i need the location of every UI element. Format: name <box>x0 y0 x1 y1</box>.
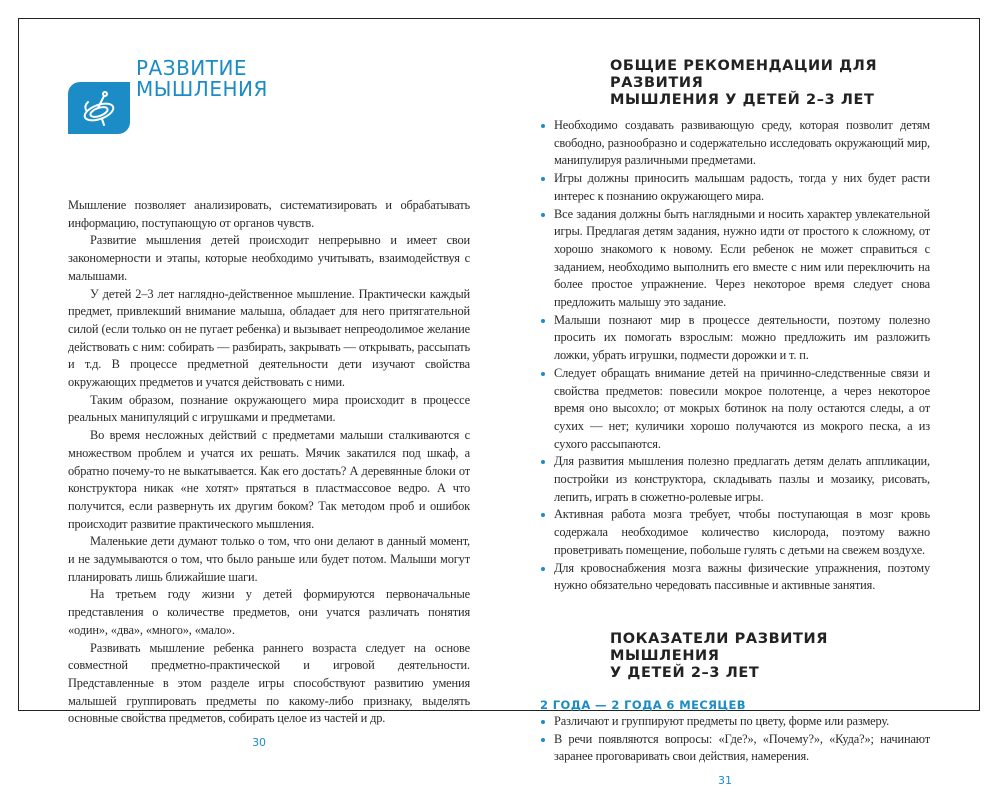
paragraph: Маленькие дети думают только о том, что они делают в данный момент, и не задумываются о том, что было раньше или будет потом. Малыши могут планировать лишь ближайшие шаги. <box>68 534 470 584</box>
bullet-icon <box>541 213 545 217</box>
heading-line: ОБЩИЕ РЕКОМЕНДАЦИИ ДЛЯ РАЗВИТИЯ <box>610 58 878 91</box>
list-item-text: В речи появляются вопросы: «Где?», «Почему?», «Куда?»; начинают заранее проговаривать свои действия, намерения. <box>554 731 930 764</box>
list-item-text: Для развития мышления полезно предлагать детям делать аппликации, постройки из конструктора, складывать пазлы и мозаику, рисовать, лепить, играть в сюжетно-ролевые игры. <box>554 454 930 504</box>
bullet-icon <box>541 513 545 517</box>
list-item <box>540 312 930 365</box>
section-heading <box>610 631 930 682</box>
right-page <box>540 58 930 788</box>
list-item <box>540 731 930 766</box>
list-item <box>540 206 930 312</box>
bullet-icon <box>541 319 545 323</box>
age-subheading: 2 ГОДА — 2 ГОДА 6 МЕСЯЦЕВ <box>540 697 746 712</box>
body-text <box>68 197 470 750</box>
bullet-icon <box>541 460 545 464</box>
indicators-list <box>540 713 930 766</box>
paragraph: У детей 2–3 лет наглядно-действенное мышление. Практически каждый предмет, привлекший внимание малыша, обладает для него притягательной силой (если только он не пугает ребенка) и вызывает непреодолимое желание действовать с ним: собирать — разбирать, закрывать — открывать, рассыпать и т.д. В процессе предметной деятельности дети изучают свойства окружающих предметов и учатся действовать с ними. <box>68 286 470 390</box>
chapter-title <box>136 58 268 100</box>
chapter-title-line: РАЗВИТИЕ <box>136 56 248 80</box>
list-item <box>540 170 930 205</box>
list-item <box>540 506 930 559</box>
page-number: 30 <box>252 736 266 750</box>
list-item-text: Следует обращать внимание детей на причинно-следственные связи и свойства предметов: повесили мокрое полотенце, а через некоторое время оно высохло; от мокрых ботинок на полу остаются следы, а от сухих — нет; куличики хорошо получаются из мокрого песка, а из сухого рассыпаются. <box>554 365 930 451</box>
paragraph: Развивать мышление ребенка раннего возраста следует на основе совместной предметно-практической и игровой деятельности. Представленные в этом разделе игры способствуют развитию умения малышей группировать предметы по какому-либо признаку, выделять основные свойства предметов, собирать целое из частей и др. <box>68 640 470 726</box>
bullet-icon <box>541 177 545 181</box>
list-item <box>540 453 930 506</box>
paragraph: Во время несложных действий с предметами малыши сталкиваются с множеством проблем и учатся их решать. Мячик закатился под шкаф, а обратно почему-то не выкатывается. Как его достать? А деревянные блоки от конструктора никак «не хотят» прятаться в пластмассовое ведро. А что получится, если развернуть их другим боком? Так методом проб и ошибок происходит развитие практического мышления. <box>68 428 470 531</box>
recommendations-list <box>540 117 930 595</box>
heading-line: У ДЕТЕЙ 2–3 ЛЕТ <box>610 664 760 681</box>
heading-line: МЫШЛЕНИЯ У ДЕТЕЙ 2–3 ЛЕТ <box>610 92 875 108</box>
bullet-icon <box>541 720 545 724</box>
list-item <box>540 365 930 454</box>
list-item-text: Малыши познают мир в процессе деятельности, поэтому полезно просить их помогать взрослым: можно предложить им разложить ложки, убрать игрушки, подмести дорожки и т. п. <box>554 312 930 363</box>
paragraph: На третьем году жизни у детей формируются первоначальные представления о количестве предметов, они учатся различать понятия «один», «два», «много», «мало». <box>68 587 470 637</box>
bullet-icon <box>541 372 545 376</box>
list-item-text: Активная работа мозга требует, чтобы поступающая в мозг кровь содержала необходимое количество кислорода, поэтому важно проветривать помещение, побольше гулять с детьми на свежем воздухе. <box>554 507 930 557</box>
list-item <box>540 560 930 595</box>
heading-line: ПОКАЗАТЕЛИ РАЗВИТИЯ МЫШЛЕНИЯ <box>610 630 829 664</box>
bullet-icon <box>541 567 545 571</box>
paragraph: Развитие мышления детей происходит непрерывно и имеет свои закономерности и этапы, которые необходимо учитывать, взаимодействуя с малышами. <box>68 233 470 283</box>
bullet-icon <box>541 124 545 128</box>
list-item-text: Для кровоснабжения мозга важны физические упражнения, поэтому нужно обязательно чередовать пассивные и активные занятия. <box>554 560 930 593</box>
list-item <box>540 117 930 170</box>
bullet-icon <box>541 738 545 742</box>
paragraph: Таким образом, познание окружающего мира происходит в процессе реальных манипуляций с игрушками и предметами. <box>68 392 470 425</box>
spinning-top-icon <box>68 82 130 134</box>
list-item-text: Различают и группируют предметы по цвету, форме или размеру. <box>554 713 890 728</box>
chapter-title-line: МЫШЛЕНИЯ <box>136 77 268 101</box>
list-item-text: Необходимо создавать развивающую среду, которая позволит детям свободно, разнообразно и содержательно исследовать окружающий мир, манипулируя различными предметами. <box>554 118 930 168</box>
list-item <box>540 713 930 731</box>
section-heading <box>610 58 930 109</box>
page-number: 31 <box>718 774 732 788</box>
list-item-text: Игры должны приносить малышам радость, тогда у них будет расти интерес к познанию окружающего мира. <box>554 171 930 203</box>
paragraph: Мышление позволяет анализировать, систематизировать и обрабатывать информацию, поступающую от органов чувств. <box>68 198 470 230</box>
list-item-text: Все задания должны быть наглядными и носить характер увлекательной игры. Предлагая детям задания, нужно идти от простого к сложному, от хорошо знакомого к новому. Если ребенок не может справиться с заданием, необходимо выполнить его вместе с ним или переключить на более простое упражнение. Через некоторое время следует снова предложить малышу это задание. <box>554 206 930 310</box>
